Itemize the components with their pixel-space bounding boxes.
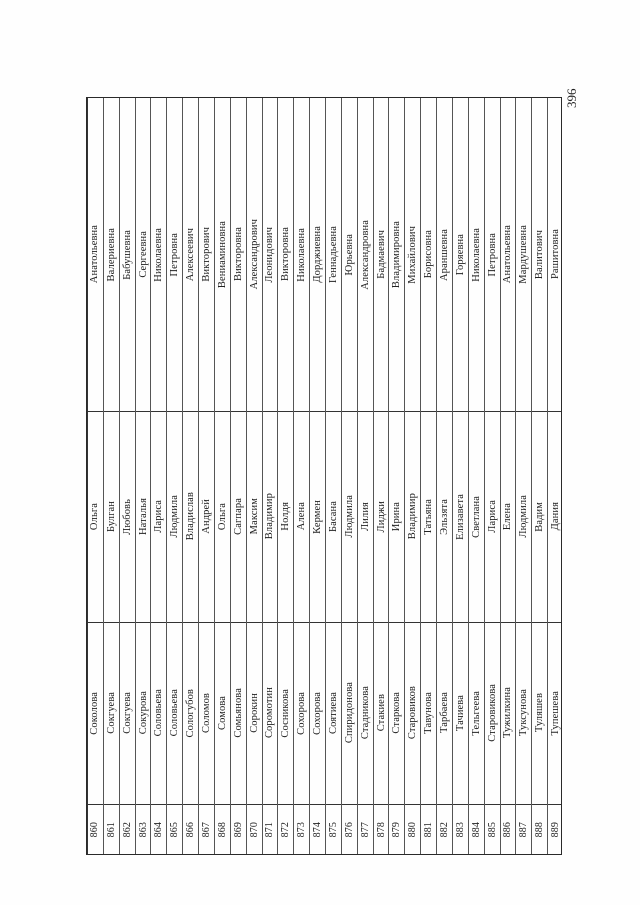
patronymic-cell (405, 98, 421, 411)
patronymic-cell (247, 98, 263, 411)
table-row (214, 98, 230, 854)
first-name-cell (136, 411, 152, 622)
first-name-cell (247, 411, 263, 622)
row-number-text: 860 (88, 822, 100, 838)
patronymic-cell (358, 98, 374, 411)
first-name-cell (104, 411, 120, 622)
patronymic-cell (199, 98, 215, 411)
row-number-text: 873 (296, 822, 308, 838)
surname-cell (215, 622, 231, 804)
first-name-cell-text: Басана (327, 500, 339, 533)
first-name-cell (231, 411, 247, 622)
row-number-text: 884 (470, 822, 482, 838)
row-number-text: 867 (201, 822, 212, 838)
first-name-cell-text: Лиджи (375, 500, 387, 533)
surname-cell-text: Соловьева (169, 689, 181, 737)
row-number-text: 863 (137, 822, 149, 838)
patronymic-cell (532, 98, 548, 411)
surname-cell-text: Стадникова (359, 686, 371, 740)
surname-cell (294, 622, 310, 804)
first-name-cell-text: Людмила (343, 495, 355, 538)
patronymic-cell-text: Валитович (534, 229, 546, 280)
first-name-cell (151, 411, 167, 622)
table-row (262, 98, 278, 854)
first-name-cell (310, 411, 326, 622)
surname-cell-text: Тавунова (423, 692, 435, 734)
table-row (468, 98, 484, 854)
row-number-text: 883 (454, 822, 466, 838)
first-name-cell (87, 411, 103, 622)
row-number (215, 804, 231, 856)
patronymic-cell-text: Валериевна (105, 227, 117, 282)
patronymic-cell (263, 98, 279, 411)
first-name-cell (120, 411, 136, 622)
patronymic-cell-text: Мардушевна (518, 225, 530, 284)
table-row (484, 98, 500, 854)
first-name-cell (167, 411, 183, 622)
row-number-text: 882 (439, 822, 450, 838)
surname-cell-text: Сологубов (185, 688, 197, 738)
table-row (246, 98, 262, 854)
row-number (199, 804, 215, 856)
first-name-cell (263, 411, 279, 622)
first-name-cell (437, 411, 453, 622)
first-name-cell-text: Ольга (88, 502, 100, 531)
row-number (485, 804, 501, 856)
surname-cell (437, 622, 453, 804)
table-row (325, 98, 341, 854)
table-row (277, 98, 293, 854)
surname-cell (358, 622, 374, 804)
first-name-cell-text: Андрей (201, 499, 212, 534)
patronymic-cell (516, 98, 532, 411)
surname-cell-text: Соловьева (153, 689, 165, 737)
first-name-cell (374, 411, 390, 622)
name-table (86, 97, 562, 855)
first-name-cell-text: Елена (502, 502, 514, 531)
row-number-text: 865 (169, 822, 181, 838)
row-number-text: 870 (248, 822, 260, 838)
first-name-cell (326, 411, 342, 622)
surname-cell (485, 622, 501, 804)
row-number (294, 804, 310, 856)
first-name-cell-text: Светлана (470, 495, 482, 538)
table-row (293, 98, 309, 854)
patronymic-cell (342, 98, 358, 411)
row-number (437, 804, 453, 856)
surname-cell (87, 622, 103, 804)
patronymic-cell (326, 98, 342, 411)
patronymic-cell-text: Сергеевна (137, 231, 149, 278)
patronymic-cell (374, 98, 390, 411)
first-name-cell (516, 411, 532, 622)
patronymic-cell-text: Борисовна (423, 230, 435, 279)
patronymic-cell-text: Александровна (359, 219, 371, 290)
surname-cell-text: Старовикова (486, 684, 498, 742)
surname-cell-text: Стакиев (375, 694, 387, 732)
row-number-text: 880 (407, 822, 419, 838)
surname-cell (532, 622, 548, 804)
table-row (420, 98, 436, 854)
patronymic-cell (469, 98, 485, 411)
patronymic-cell (501, 98, 517, 411)
surname-cell (151, 622, 167, 804)
row-number-text: 872 (280, 822, 292, 838)
patronymic-cell-text: Александрович (248, 219, 260, 290)
surname-cell-text: Сорокин (248, 693, 260, 733)
first-name-cell-text: Ольга (216, 502, 228, 531)
table-row (515, 98, 531, 854)
row-number-text: 888 (534, 822, 546, 838)
table-row (500, 98, 516, 854)
patronymic-cell-text: Владимировна (391, 220, 403, 289)
table-row (547, 98, 563, 854)
surname-cell (326, 622, 342, 804)
first-name-cell-text: Булган (105, 501, 117, 532)
patronymic-cell (231, 98, 247, 411)
patronymic-cell-text: Анатольевна (502, 225, 514, 284)
first-name-cell-text: Нолдя (280, 502, 292, 531)
patronymic-cell (183, 98, 199, 411)
row-number (453, 804, 469, 856)
surname-cell-text: Сокгуева (105, 692, 117, 734)
first-name-cell (215, 411, 231, 622)
first-name-cell (358, 411, 374, 622)
table-row (135, 98, 151, 854)
row-number-text: 877 (359, 822, 371, 838)
surname-cell-text: Сомова (216, 695, 228, 731)
patronymic-cell (421, 98, 437, 411)
surname-cell (453, 622, 469, 804)
first-name-cell-text: Елизавета (454, 493, 466, 540)
surname-cell-text: Тачиева (454, 694, 466, 732)
patronymic-cell-text: Вениаминовна (216, 220, 228, 289)
patronymic-cell-text: Араншевна (439, 228, 450, 281)
patronymic-cell-text: Бабушевна (121, 229, 133, 280)
table-row (230, 98, 246, 854)
first-name-cell (389, 411, 405, 622)
surname-cell (405, 622, 421, 804)
row-number (104, 804, 120, 856)
row-number (516, 804, 532, 856)
surname-cell (421, 622, 437, 804)
row-number-text: 887 (518, 822, 530, 838)
surname-cell-text: Тужилкина (502, 687, 514, 739)
row-number-text: 864 (153, 822, 165, 838)
table-row (357, 98, 373, 854)
patronymic-cell (389, 98, 405, 411)
first-name-cell (199, 411, 215, 622)
first-name-cell-text: Владислав (185, 492, 197, 541)
first-name-cell (501, 411, 517, 622)
patronymic-cell (453, 98, 469, 411)
patronymic-cell-text: Николаевна (470, 227, 482, 282)
first-name-cell-text: Людмила (169, 495, 181, 538)
surname-cell-text: Тупешева (550, 690, 562, 736)
row-number (247, 804, 263, 856)
surname-cell-text: Соколова (88, 691, 100, 735)
first-name-cell (342, 411, 358, 622)
first-name-cell (278, 411, 294, 622)
patronymic-cell (120, 98, 136, 411)
first-name-cell (421, 411, 437, 622)
row-number-text: 889 (550, 822, 562, 838)
first-name-cell (405, 411, 421, 622)
first-name-cell-text: Владимир (264, 493, 276, 540)
row-number (501, 804, 517, 856)
table-row (182, 98, 198, 854)
surname-cell (548, 622, 564, 804)
table-row (436, 98, 452, 854)
row-number (532, 804, 548, 856)
surname-cell-text: Соломов (201, 693, 212, 733)
table-row (404, 98, 420, 854)
first-name-cell-text: Любовь (121, 498, 133, 535)
table-row (150, 98, 166, 854)
patronymic-cell-text: Михайлович (407, 225, 419, 284)
surname-cell-text: Тельгеева (470, 690, 482, 736)
table-row (103, 98, 119, 854)
row-number (374, 804, 390, 856)
table-row (87, 98, 103, 854)
surname-cell (501, 622, 517, 804)
row-number (310, 804, 326, 856)
patronymic-cell (310, 98, 326, 411)
surname-cell (374, 622, 390, 804)
row-number (263, 804, 279, 856)
surname-cell (516, 622, 532, 804)
surname-cell-text: Туляшев (534, 693, 546, 733)
surname-cell (136, 622, 152, 804)
patronymic-cell-text: Петровна (486, 232, 498, 277)
surname-cell (120, 622, 136, 804)
patronymic-cell-text: Юрьевна (343, 233, 355, 276)
surname-cell (389, 622, 405, 804)
first-name-cell (469, 411, 485, 622)
row-number-text: 871 (264, 822, 276, 838)
patronymic-cell (151, 98, 167, 411)
row-number (389, 804, 405, 856)
first-name-cell-text: Кермен (312, 499, 324, 534)
table-row (341, 98, 357, 854)
patronymic-cell-text: Викторович (201, 227, 212, 282)
table-row (309, 98, 325, 854)
patronymic-cell-text: Дорджиевна (312, 226, 324, 283)
patronymic-cell (136, 98, 152, 411)
surname-cell-text: Тарбаева (439, 692, 450, 734)
surname-cell (167, 622, 183, 804)
surname-cell (183, 622, 199, 804)
page-number: 396 (564, 88, 579, 108)
surname-cell-text: Сокгуева (121, 692, 133, 734)
patronymic-cell-text: Алексеевич (185, 227, 197, 282)
patronymic-cell-text: Леонидович (264, 226, 276, 283)
patronymic-cell-text: Геннадьевна (327, 226, 339, 283)
first-name-cell-text: Владимир (407, 493, 419, 540)
surname-cell-text: Туксунова (518, 689, 530, 737)
first-name-cell-text: Лариса (486, 500, 498, 533)
row-number-text: 869 (232, 822, 244, 838)
patronymic-cell (215, 98, 231, 411)
surname-cell (263, 622, 279, 804)
first-name-cell-text: Людмила (518, 495, 530, 538)
surname-cell (199, 622, 215, 804)
patronymic-cell-text: Николаевна (296, 227, 308, 282)
table-row (198, 98, 214, 854)
first-name-cell (485, 411, 501, 622)
row-number (358, 804, 374, 856)
patronymic-cell-text: Викторовна (280, 227, 292, 282)
row-number-text: 881 (423, 822, 435, 838)
table-row (166, 98, 182, 854)
first-name-cell-text: Лариса (153, 500, 165, 533)
row-number (421, 804, 437, 856)
table-row (388, 98, 404, 854)
row-number-text: 868 (216, 822, 228, 838)
surname-cell-text: Соятиева (327, 691, 339, 735)
surname-cell-text: Спиридонова (343, 682, 355, 744)
surname-cell-text: Сокурова (137, 691, 149, 735)
row-number (342, 804, 358, 856)
row-number (167, 804, 183, 856)
patronymic-cell-text: Анатольевна (88, 225, 100, 284)
row-number-text: 874 (312, 822, 324, 838)
patronymic-cell (294, 98, 310, 411)
row-number-text: 876 (343, 822, 355, 838)
row-number-text: 861 (105, 822, 117, 838)
surname-cell (247, 622, 263, 804)
first-name-cell-text: Наталья (137, 498, 149, 535)
row-number (151, 804, 167, 856)
patronymic-cell-text: Викторовна (232, 227, 244, 282)
row-number (548, 804, 564, 856)
patronymic-cell-text: Петровна (169, 232, 181, 277)
surname-cell-text: Сосникова (280, 688, 292, 738)
surname-cell (104, 622, 120, 804)
row-number-text: 885 (486, 822, 498, 838)
row-number-text: 878 (375, 822, 387, 838)
row-number (278, 804, 294, 856)
table-row (373, 98, 389, 854)
surname-cell-text: Соромотин (264, 687, 276, 739)
first-name-cell-text: Лилия (359, 502, 371, 531)
row-number (469, 804, 485, 856)
patronymic-cell-text: Рашитовна (550, 229, 562, 280)
first-name-cell-text: Максим (248, 498, 260, 535)
patronymic-cell (87, 98, 103, 411)
row-number (231, 804, 247, 856)
surname-cell-text: Старкова (391, 692, 403, 734)
surname-cell (342, 622, 358, 804)
surname-cell (469, 622, 485, 804)
row-number (136, 804, 152, 856)
patronymic-cell-text: Николаевна (153, 227, 165, 282)
first-name-cell-text: Татьяна (423, 498, 435, 535)
table-row (452, 98, 468, 854)
first-name-cell (532, 411, 548, 622)
patronymic-cell-text: Бадмаевич (375, 230, 387, 279)
patronymic-cell-text: Горяевна (454, 233, 466, 276)
row-number-text: 879 (391, 822, 403, 838)
first-name-cell-text: Эльзята (439, 498, 450, 535)
patronymic-cell (167, 98, 183, 411)
row-number-text: 866 (185, 822, 197, 838)
surname-cell (231, 622, 247, 804)
first-name-cell (548, 411, 564, 622)
first-name-cell-text: Сагпара (232, 498, 244, 535)
patronymic-cell (485, 98, 501, 411)
patronymic-cell (278, 98, 294, 411)
row-number-text: 886 (502, 822, 514, 838)
row-number (326, 804, 342, 856)
surname-cell (278, 622, 294, 804)
surname-cell (310, 622, 326, 804)
patronymic-cell (548, 98, 564, 411)
surname-cell-text: Сохорова (312, 691, 324, 735)
row-number (120, 804, 136, 856)
row-number (405, 804, 421, 856)
surname-cell-text: Сохорова (296, 691, 308, 735)
first-name-cell (453, 411, 469, 622)
first-name-cell (294, 411, 310, 622)
first-name-cell-text: Вадим (534, 501, 546, 532)
row-number-text: 875 (327, 822, 339, 838)
surname-cell-text: Сомьянова (232, 688, 244, 738)
patronymic-cell (437, 98, 453, 411)
table-row (531, 98, 547, 854)
table-row (119, 98, 135, 854)
first-name-cell-text: Алена (296, 502, 308, 531)
row-number-text: 862 (121, 822, 133, 838)
patronymic-cell (104, 98, 120, 411)
row-number (183, 804, 199, 856)
first-name-cell (183, 411, 199, 622)
surname-cell-text: Старовиков (407, 686, 419, 740)
row-number (87, 804, 103, 856)
first-name-cell-text: Дания (550, 502, 562, 531)
first-name-cell-text: Ирина (391, 501, 403, 532)
